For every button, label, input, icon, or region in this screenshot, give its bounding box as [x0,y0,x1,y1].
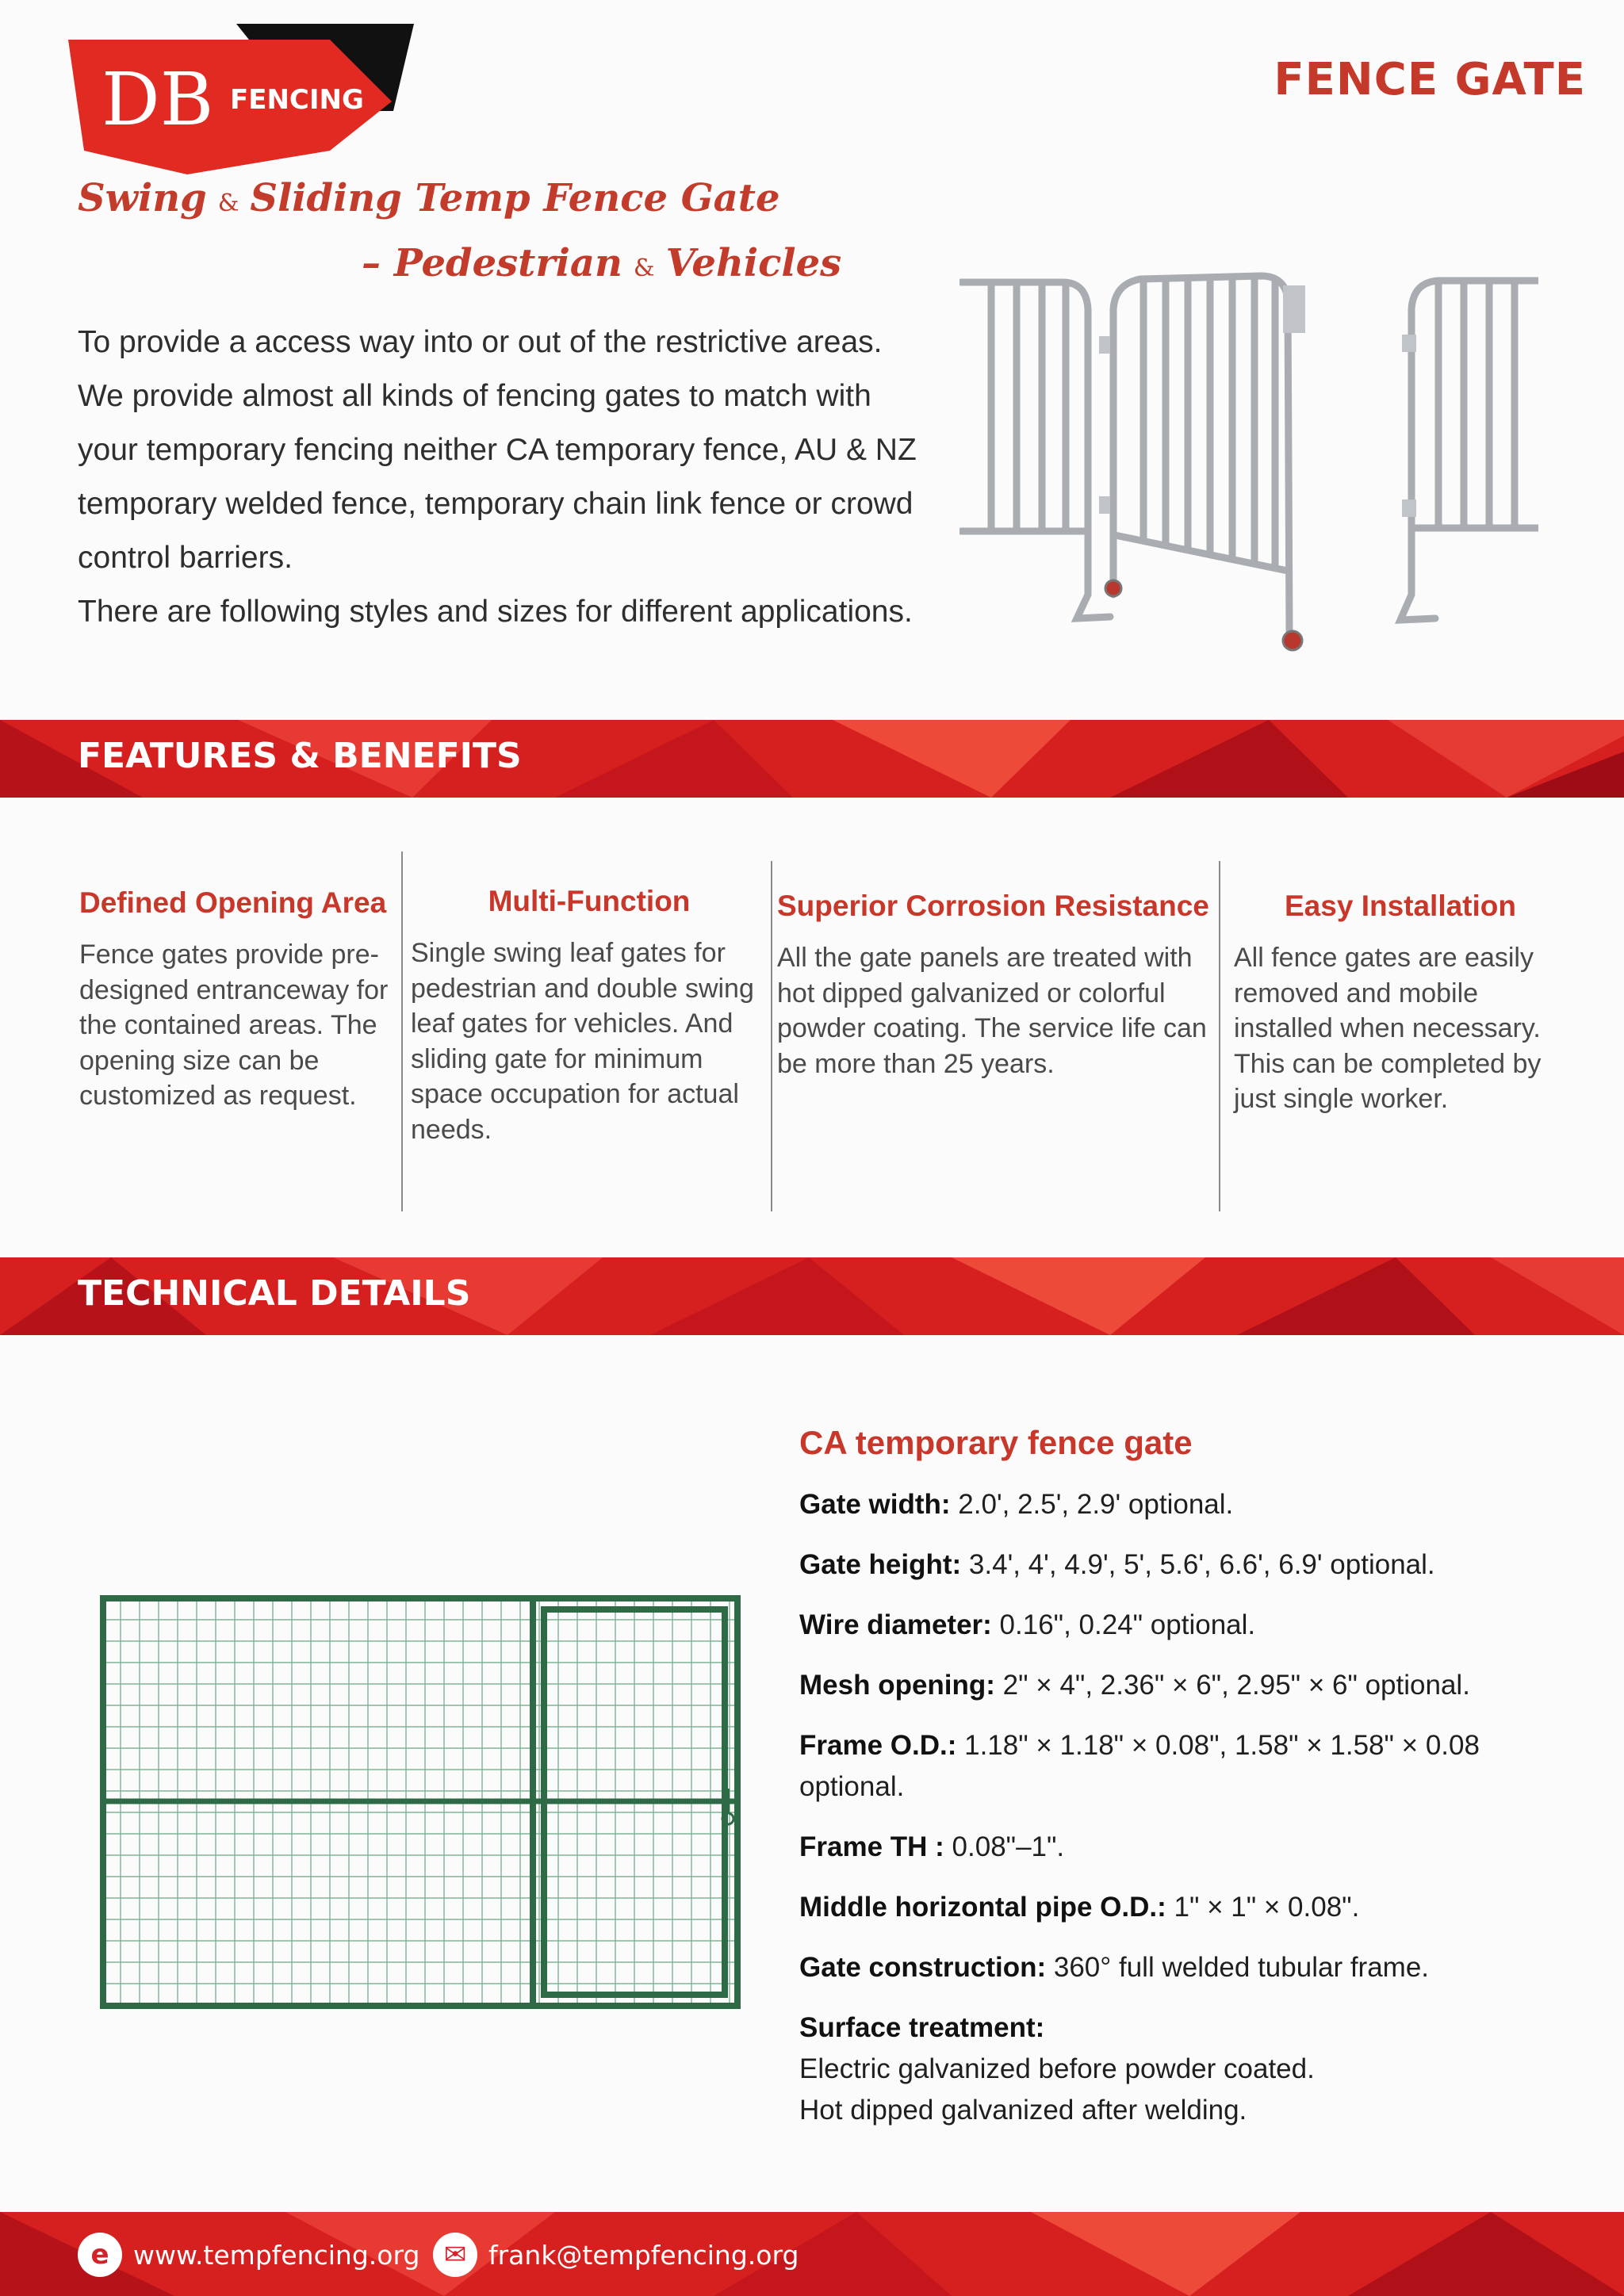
email-link[interactable] [433,2233,799,2277]
spec-row [799,1605,1561,1646]
technical-banner [0,1257,1624,1335]
website-text: www.tempfencing.org [133,2239,420,2271]
spec-row [799,1947,1561,1988]
spec-label: Frame TH : [799,1831,944,1862]
feature-card [1234,890,1567,1117]
spec-label: Wire diameter: [799,1609,992,1640]
mail-icon: ✉ [433,2233,477,2277]
spec-label: Gate construction: [799,1952,1047,1983]
intro-line: temporary welded fence, temporary chain link fence or crowd [78,487,914,521]
hero-line2-part-b: Vehicles [665,241,842,285]
intro-line: control barriers. [78,541,293,575]
ca-fence-gate-drawing [95,1589,742,2015]
intro-line: There are following styles and sizes for different applications. [78,595,913,629]
feature-text: Single swing leaf gates for pedestrian and double swing leaf gates for vehicles. And sliding gate for minimum space occupation for actual needs. [411,938,754,1145]
tech-heading: CA temporary fence gate [799,1424,1193,1461]
feature-card [79,886,396,1114]
spec-value: 1.18" × 1.18" × 0.08", 1.58" × 1.58" × 0.08 optional. [799,1730,1480,1802]
feature-text: Fence gates provide pre-designed entranceway for the contained areas. The opening size can be customized as request. [79,939,389,1111]
spec-row [799,1725,1561,1808]
hero-line2-amp: & [633,254,655,282]
spec-row [799,1544,1561,1586]
feature-text: All fence gates are easily removed and mobile installed when necessary. This can be completed by just single worker. [1234,943,1542,1114]
column-divider [771,861,772,1211]
features-banner-title: FEATURES & BENEFITS [78,736,522,776]
hero-line1-amp: & [217,189,239,217]
spec-row [799,1484,1561,1525]
technical-banner-title: TECHNICAL DETAILS [78,1273,471,1314]
features-banner [0,720,1624,798]
spec-row [799,1827,1561,1868]
spec-value-line: Electric galvanized before powder coated. [799,2053,1315,2084]
spec-value: 2" × 4", 2.36" × 6", 2.95" × 6" optional. [994,1670,1470,1701]
feature-title: Easy Installation [1285,890,1516,922]
hero-heading-line1 [78,176,780,220]
spec-label: Middle horizontal pipe O.D.: [799,1892,1166,1923]
logo-db-text: DB [102,57,214,142]
feature-title: Defined Opening Area [79,886,387,919]
footer [0,2212,1624,2296]
spec-label: Frame O.D.: [799,1730,957,1761]
spec-value: 360° full welded tubular frame. [1046,1952,1430,1983]
intro-line: To provide a access way into or out of the restrictive areas. [78,325,883,359]
brand-logo [68,24,414,174]
spec-list [799,1484,1561,2131]
spec-row [799,1665,1561,1706]
column-divider [401,851,403,1211]
spec-label: Mesh opening: [799,1670,995,1701]
spec-row-surface [799,2007,1561,2131]
logo-fencing-text: FENCING [230,84,364,116]
feature-title: Superior Corrosion Resistance [777,890,1209,922]
email-text: frank@tempfencing.org [488,2239,799,2271]
spec-label: Gate height: [799,1549,962,1580]
globe-e-icon: e [78,2233,122,2277]
spec-value: 3.4', 4', 4.9', 5', 5.6', 6.6', 6.9' optional. [961,1549,1435,1580]
website-link[interactable] [78,2233,419,2277]
feature-card [411,885,768,1147]
crowd-barrier-gate-photo [959,262,1538,658]
column-divider [1219,861,1220,1211]
feature-card [777,890,1215,1081]
hero-line1-part-b: Sliding Temp Fence Gate [250,176,780,220]
intro-line: We provide almost all kinds of fencing gates to match with [78,379,871,413]
hero-heading-line2 [362,241,841,285]
spec-label: Gate width: [799,1489,951,1520]
feature-text: All the gate panels are treated with hot dipped galvanized or colorful powder coating. The service life can be more than 25 years. [777,943,1207,1079]
page-category-title: FENCE GATE [1274,54,1586,105]
feature-title: Multi-Function [488,885,691,917]
intro-paragraph [78,316,918,639]
spec-row [799,1887,1561,1928]
intro-line: your temporary fencing neither CA temporary fence, AU & NZ [78,433,917,467]
spec-value: 0.16", 0.24" optional. [991,1609,1256,1640]
spec-value: 1" × 1" × 0.08". [1166,1892,1360,1923]
hero-line2-part-a: – Pedestrian [362,241,622,285]
spec-value: 0.08"–1". [944,1831,1065,1862]
spec-value: 2.0', 2.5', 2.9' optional. [950,1489,1234,1520]
spec-label: Surface treatment: [799,2012,1045,2043]
spec-value-line: Hot dipped galvanized after welding. [799,2095,1247,2126]
hero-line1-part-a: Swing [78,176,207,220]
